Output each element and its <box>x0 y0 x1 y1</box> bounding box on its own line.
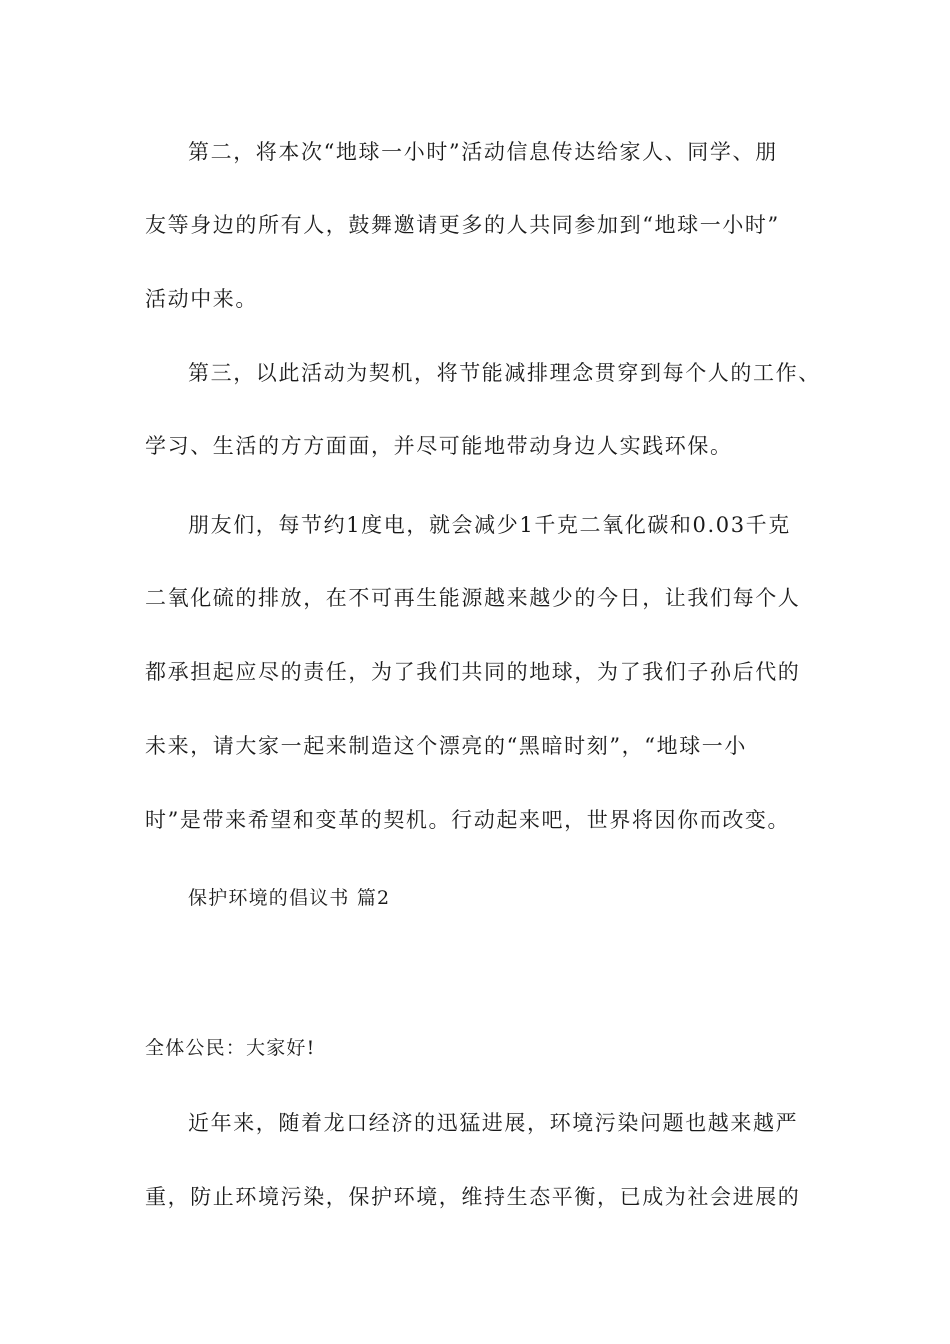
paragraph-line: 重，防止环境污染，保护环境，维持生态平衡，已成为社会进展的 <box>145 1185 801 1209</box>
paragraph-line: 近年来，随着龙口经济的迅猛进展，环境污染问题也越来越严 <box>188 1111 799 1135</box>
paragraph-line: 第三，以此活动为契机，将节能减排理念贯穿到每个人的工作、 <box>188 361 821 385</box>
paragraph-line: 友等身边的所有人，鼓舞邀请更多的人共同参加到“地球一小时” <box>145 213 780 237</box>
paragraph-line: 活动中来。 <box>145 287 258 311</box>
paragraph-line: 时”是带来希望和变革的契机。行动起来吧，世界将因你而改变。 <box>145 808 791 832</box>
salutation: 全体公民：大家好! <box>145 1037 316 1059</box>
paragraph-line: 第二，将本次“地球一小时”活动信息传达给家人、同学、朋 <box>188 140 778 164</box>
paragraph-line: 朋友们，每节约1度电，就会减少1千克二氧化碳和0.03千克 <box>188 513 791 537</box>
paragraph-line: 二氧化硫的排放，在不可再生能源越来越少的今日，让我们每个人 <box>145 586 801 610</box>
paragraph-line: 都承担起应尽的责任，为了我们共同的地球，为了我们子孙后代的 <box>145 660 801 684</box>
section-heading: 保护环境的倡议书 篇2 <box>188 887 391 909</box>
paragraph-line: 学习、生活的方方面面，并尽可能地带动身边人实践环保。 <box>145 434 733 458</box>
paragraph-line: 未来，请大家一起来制造这个漂亮的“黑暗时刻”，“地球一小 <box>145 734 748 758</box>
